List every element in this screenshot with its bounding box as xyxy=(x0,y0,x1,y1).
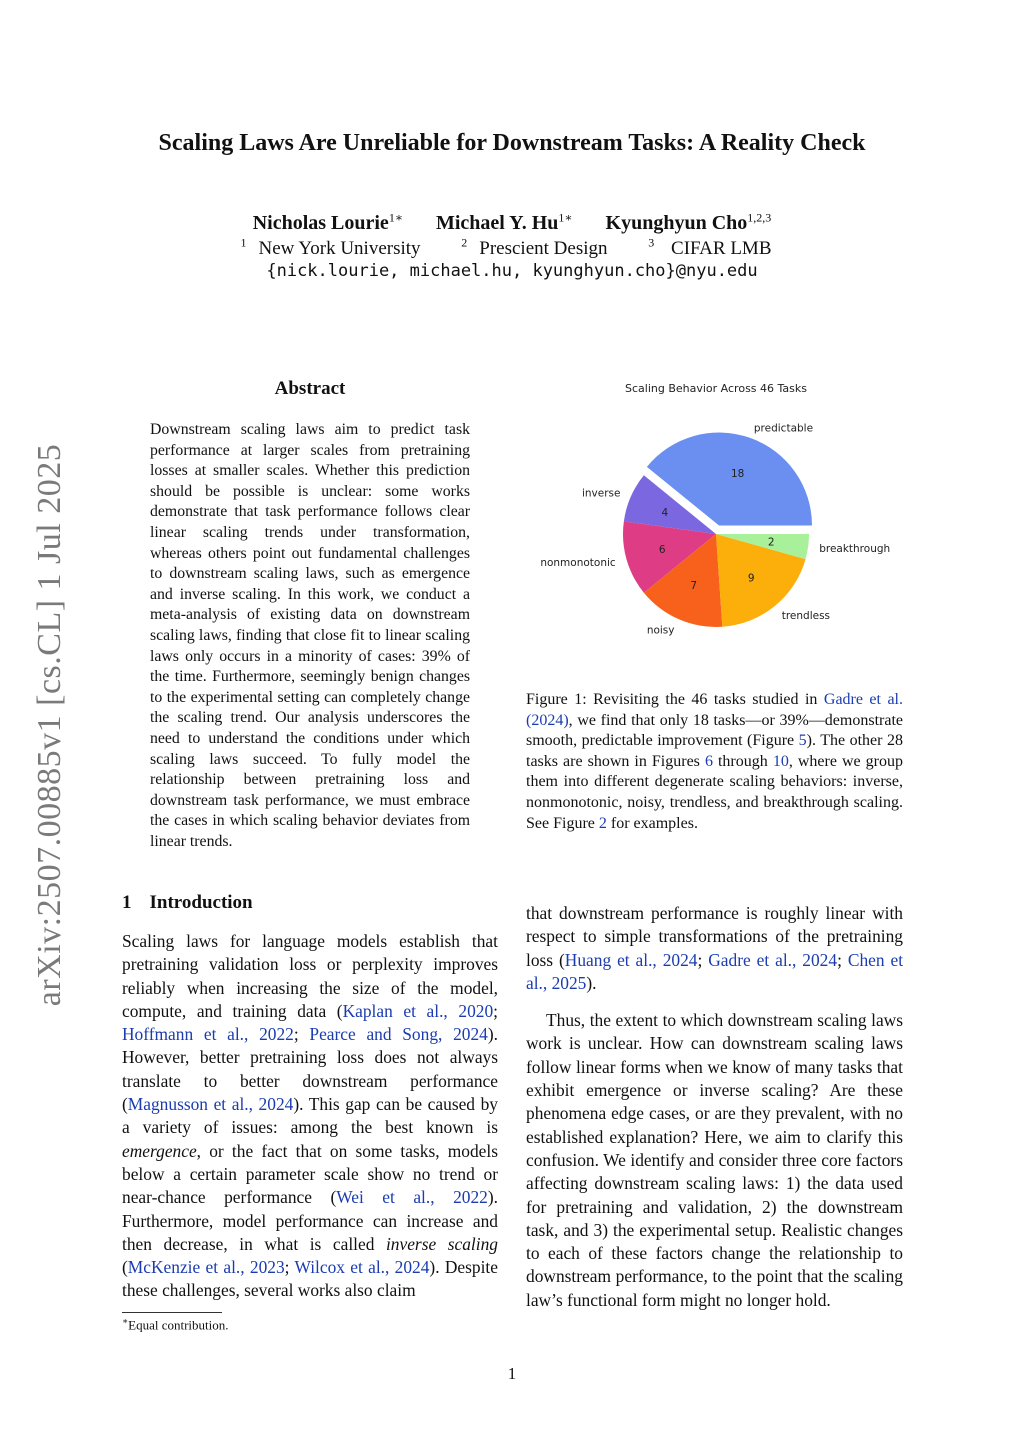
figure-caption: Figure 1: Revisiting the 46 tasks studied in Gadre et al. (2024), we find that only 18 tasks—or 39%—demonstrate smooth, predictable improvement (Figure 5). The other 28 tasks are shown in Figures 6 through 10, where we group them into different degenerate scaling behaviors: inverse, nonmonotonic, noisy, trendless, and breakthrough scaling. See Figure 2 for examples. xyxy=(526,691,903,832)
author: Nicholas Lourie$^{1∗}$ xyxy=(252,210,403,234)
affiliation: $^3$ CIFAR LMB xyxy=(648,236,772,260)
author-emails: {nick.lourie, michael.hu, kyunghyun.cho}@nyu.edu xyxy=(266,261,758,281)
citation-link[interactable]: Pearce and Song, 2024 xyxy=(309,1024,488,1045)
pie-chart-figure xyxy=(526,376,906,666)
slice-category-label: trendless xyxy=(781,609,831,622)
introduction-paragraph: Scaling laws for language models establish that pretraining validation loss or perplexity improves reliably when increasing the size of the model, compute, and training data (Kaplan et al., 2020; Hoffmann et al., 2022; Pearce and Song, 2024). However, better pretraining loss does not always translate to better downstream performance (Magnusson et al., 2024). This gap can be caused by a variety of issues: among the best known is emergence, or the fact that on some tasks, models below a certain parameter scale show no trend or near-chance performance (Wei et al., 2022). Furthermore, model performance can increase and then decrease, in what is called inverse scaling (McKenzie et al., 2023; Wilcox et al., 2024). Despite these challenges, several works also claim xyxy=(122,931,499,1301)
chart-title: Scaling Behavior Across 46 Tasks xyxy=(625,382,807,395)
slice-category-label: inverse xyxy=(581,487,621,500)
footnote-divider xyxy=(122,1312,222,1313)
figure-ref-link[interactable]: 5 xyxy=(798,732,807,750)
citation-link[interactable]: Wei et al., 2022 xyxy=(336,1187,488,1208)
slice-value-label: 9 xyxy=(747,572,755,585)
author: Kyunghyun Cho$^{1,2,3}$ xyxy=(605,210,772,234)
figure-ref-link[interactable]: 2 xyxy=(598,814,607,832)
arxiv-identifier-text: arXiv:2507.00885v1 [cs.CL] 1 Jul 2025 xyxy=(31,443,68,1007)
slice-category-label: noisy xyxy=(646,624,675,637)
affiliations xyxy=(0,236,1024,260)
slice-category-label: nonmonotonic xyxy=(540,557,616,570)
abstract-heading: Abstract xyxy=(274,378,346,399)
citation-link[interactable]: Hoffmann et al., 2022 xyxy=(122,1024,294,1045)
section-title: Introduction xyxy=(149,892,253,913)
author-list xyxy=(0,210,1024,235)
slice-category-label: breakthrough xyxy=(819,543,891,556)
slice-value-label: 18 xyxy=(731,467,745,480)
citation-link[interactable]: Chen et al., 2025 xyxy=(526,949,904,993)
citation-link[interactable]: Kaplan et al., 2020 xyxy=(342,1000,494,1021)
figure-ref-link[interactable]: 6 xyxy=(704,752,713,770)
citation-link[interactable]: Magnusson et al., 2024 xyxy=(127,1094,294,1115)
paper-title: Scaling Laws Are Unreliable for Downstream Tasks: A Reality Check xyxy=(158,130,866,156)
citation-link[interactable]: McKenzie et al., 2023 xyxy=(127,1257,285,1278)
affiliation: $^1$ New York University xyxy=(240,236,421,260)
page-number: 1 xyxy=(507,1364,517,1383)
citation-link[interactable]: Gadre et al., 2024 xyxy=(708,949,838,970)
citation-link[interactable]: Gadre et al. (2024) xyxy=(526,691,903,729)
slice-value-label: 2 xyxy=(767,536,775,549)
section-number: 1 xyxy=(122,892,132,913)
paragraph: Thus, the extent to which downstream scaling laws work is unclear. How can downstream scaling laws follow linear forms when we know of many tasks that exhibit emergence or inverse scaling? Are these phenomena edge cases, or are they prevalent, with no established explanation? Here, we aim to clarify this confusion. We identify and consider three core factors affecting downstream scaling laws: 1) the data used for pretraining and validation, 2) the downstream task, and 3) the experimental setup. Realistic changes to each of these factors change the relationship to downstream performance, to the point that the scaling law’s functional form might no longer hold. xyxy=(526,1010,903,1310)
slice-value-label: 6 xyxy=(658,544,666,557)
arxiv-identifier xyxy=(20,440,80,1010)
paragraph: that downstream performance is roughly linear with respect to simple transformations of the pretraining loss (Huang et al., 2024; Gadre et al., 2024; Chen et al., 2025). xyxy=(526,903,904,993)
slice-category-label: predictable xyxy=(753,422,814,435)
affiliation: $^2$ Prescient Design xyxy=(461,236,608,260)
footnote: ∗Equal contribution. xyxy=(122,1316,229,1333)
abstract-body: Downstream scaling laws aim to predict task performance at larger scales from pretraining losses at smaller scales. Whether this prediction should be possible is unclear: some works demonstrate that task performance follows clear linear scaling trends under transformation, whereas others point out fundamental challenges to downstream scaling laws, such as emergence and inverse scaling. In this work, we conduct a meta-analysis of existing data on downstream scaling laws, finding that close fit to linear scaling laws only occurs in a minority of cases: 39% of the time. Furthermore, seemingly benign changes to the experimental setting can completely change the scaling trend. Our analysis underscores the need to understand the conditions under which scaling laws succeed. To fully model the relationship between pretraining loss and downstream task performance, we must embrace the cases in which scaling behavior deviates from linear trends. xyxy=(150,421,470,850)
slice-value-label: 4 xyxy=(661,506,669,519)
citation-link[interactable]: Huang et al., 2024 xyxy=(564,949,698,970)
right-column-text xyxy=(526,902,903,1326)
figure-ref-link[interactable]: 10 xyxy=(772,752,789,770)
slice-value-label: 7 xyxy=(690,580,698,593)
pie-chart xyxy=(526,376,906,666)
author: Michael Y. $Hu^{1∗}$ xyxy=(435,210,573,234)
section-heading-introduction xyxy=(122,892,253,914)
citation-link[interactable]: Wilcox et al., 2024 xyxy=(294,1257,430,1278)
